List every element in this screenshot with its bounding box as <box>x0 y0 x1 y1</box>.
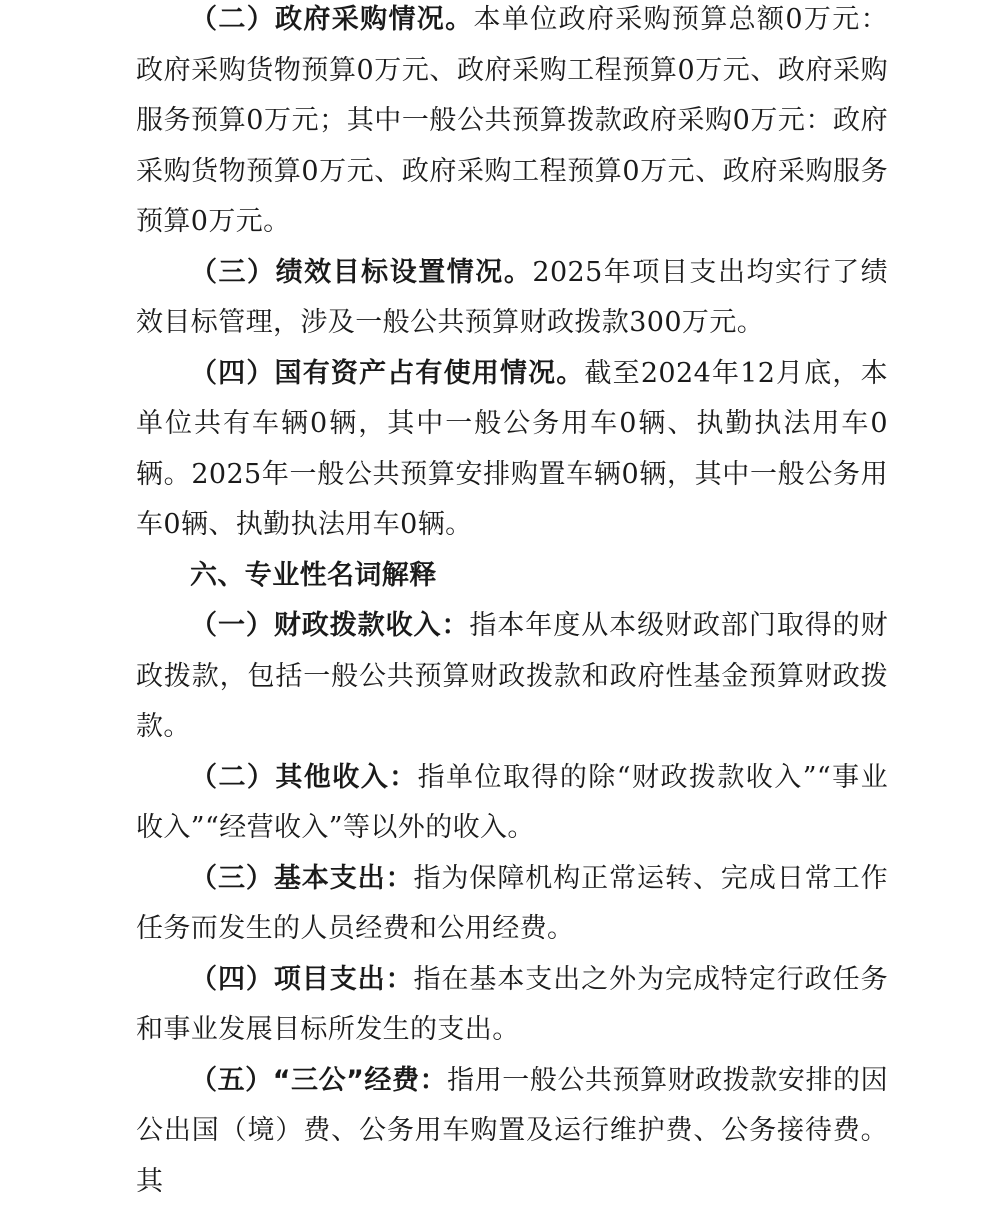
paragraph-three-public-expenses <box>136 1056 888 1207</box>
paragraph-body: 指用一般公共预算财政拨款安排的因公出国（境）费、公务用车购置及运行维护费、公务接待费。其 <box>136 1065 888 1197</box>
paragraph-lead: （三）绩效目标设置情况。 <box>190 257 532 288</box>
paragraph-lead: （二）其他收入： <box>190 762 418 793</box>
paragraph-project-expenditure <box>136 955 888 1056</box>
paragraph-body: 截至2024年12月底，本单位共有车辆0辆，其中一般公务用车0辆、执勤执法用车0辆。2025年一般公共预算安排购置车辆0辆，其中一般公务用车0辆、执勤执法用车0辆。 <box>136 358 888 541</box>
paragraph-body: 指单位取得的除“财政拨款收入”“事业收入”“经营收入”等以外的收入。 <box>136 762 888 844</box>
paragraph-lead: （三）基本支出： <box>190 863 414 894</box>
paragraph-body: 指为保障机构正常运转、完成日常工作任务而发生的人员经费和公用经费。 <box>136 863 888 945</box>
paragraph-lead: （二）政府采购情况。 <box>190 4 474 35</box>
paragraph-state-assets <box>136 349 888 551</box>
paragraph-fiscal-appropriation-income <box>136 601 888 753</box>
section-heading: 六、专业性名词解释 <box>136 551 888 602</box>
paragraph-lead: （五）“三公”经费： <box>190 1065 447 1096</box>
paragraph-lead: （四）国有资产占有使用情况。 <box>190 358 585 389</box>
paragraph-lead: （四）项目支出： <box>190 964 414 995</box>
paragraph-body: 2025年项目支出均实行了绩效目标管理，涉及一般公共预算财政拨款300万元。 <box>136 257 888 339</box>
paragraph-body: 本单位政府采购预算总额0万元：政府采购货物预算0万元、政府采购工程预算0万元、政府采购服务预算0万元；其中一般公共预算拨款政府采购0万元：政府采购货物预算0万元、政府采购工程预算0万元、政府采购服务预算0万元。 <box>136 4 888 237</box>
paragraph-basic-expenditure <box>136 854 888 955</box>
paragraph-body: 指在基本支出之外为完成特定行政任务和事业发展目标所发生的支出。 <box>136 964 888 1046</box>
document-page <box>136 0 888 1207</box>
paragraph-other-income <box>136 753 888 854</box>
paragraph-lead: （一）财政拨款收入： <box>190 610 469 641</box>
paragraph-body: 指本年度从本级财政部门取得的财政拨款，包括一般公共预算财政拨款和政府性基金预算财政拨款。 <box>136 610 888 742</box>
paragraph-government-procurement <box>136 0 888 248</box>
paragraph-performance-targets <box>136 248 888 349</box>
